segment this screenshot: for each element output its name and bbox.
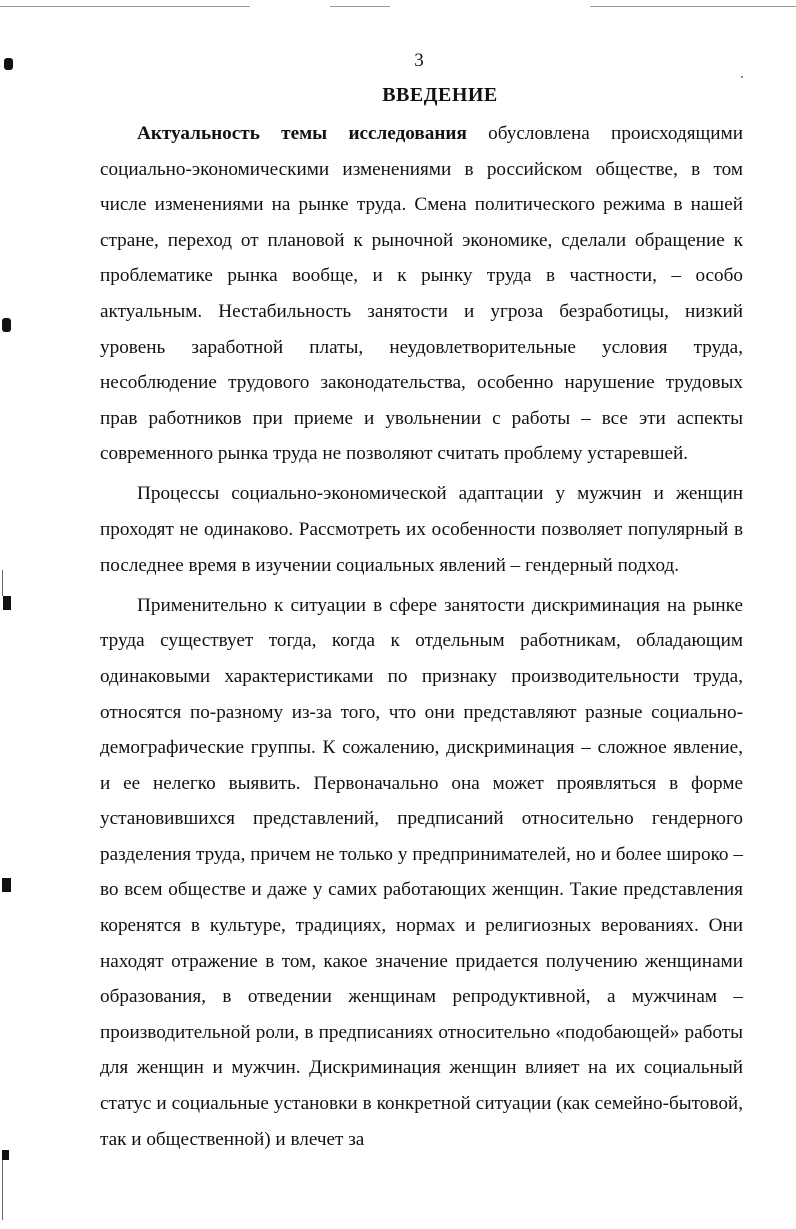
- scan-margin-mark: [2, 1150, 9, 1160]
- section-heading: ВВЕДЕНИЕ: [382, 84, 498, 106]
- paragraph-text: Применительно к ситуации в сфере занятости дискриминация на рынке труда существует тогда, когда к отдельным работникам, обладающим одинаковыми характеристиками по признаку производительности труда, относятся по-разному из-за того, что они представляют разные социально-демографические группы. К сожалению, дискриминация – сложное явление, и ее нелегко выявить. Первоначально она может проявляться в форме установившихся представлений, предписаний относительно гендерного разделения труда, причем не только у предпринимателей, но и более широко – во всем обществе и даже у самих работающих женщин. Такие представления коренятся в культуре, традициях, нормах и религиозных верованиях. Они находят отражение в том, какое значение придается получению женщинами образования, в отведении женщинам репродуктивной, а мужчинам – производительной роли, в предписаниях относительно «подобающей» работы для женщин и мужчин. Дискриминация женщин влияет на их социальный статус и социальные установки в конкретной ситуации (как семейно-бытовой, так и общественной) и влечет за: [100, 594, 743, 1150]
- scan-speck: [741, 76, 743, 78]
- paragraph: [100, 588, 743, 1158]
- paragraph-text: Процессы социально-экономической адаптации у мужчин и женщин проходят не одинаково. Рассмотреть их особенности позволяет популярный в последнее время в изучении социальных явлений – гендерный подход.: [100, 483, 743, 576]
- scan-margin-mark: [2, 318, 11, 332]
- scan-margin-mark: [2, 878, 11, 892]
- scan-top-rule: [590, 6, 796, 7]
- scan-top-rule: [0, 6, 250, 7]
- paragraph: [100, 116, 743, 472]
- scan-margin-line: [2, 570, 3, 596]
- page-number: 3: [414, 50, 424, 71]
- scan-margin-line: [2, 1160, 3, 1220]
- paragraph-lead-bold: Актуальность темы исследования: [137, 123, 467, 144]
- paragraph: [100, 476, 743, 583]
- scan-top-rule: [330, 6, 390, 7]
- paragraph-text: обусловлена происходящими социально-экономическими изменениями в российском обществе, в том числе изменениями на рынке труда. Смена политического режима в нашей стране, переход от плановой к рыночной экономике, сделали обращение к проблематике рынка вообще, и к рынку труда в частности, – особо актуальным. Нестабильность занятости и угроза безработицы, низкий уровень заработной платы, неудовлетворительные условия труда, несоблюдение трудового законодательства, особенно нарушение трудовых прав работников при приеме и увольнении с работы – все эти аспекты современного рынка труда не позволяют считать проблему устаревшей.: [100, 123, 743, 465]
- body-text: [100, 116, 743, 1157]
- scan-margin-mark: [3, 596, 11, 610]
